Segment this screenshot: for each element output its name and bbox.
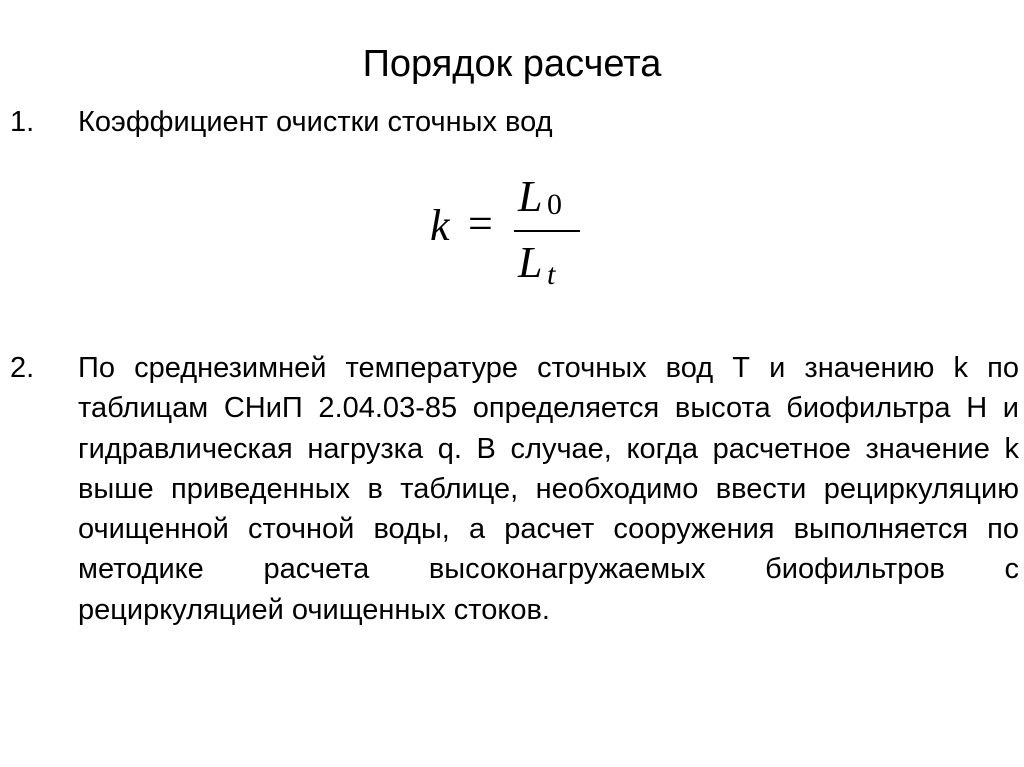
formula-numerator: L <box>518 172 543 221</box>
formula-numerator-subscript: 0 <box>547 188 562 221</box>
formula-denominator: L <box>518 238 543 287</box>
formula-fraction-bar <box>514 230 580 232</box>
formula-lhs: k <box>430 201 450 250</box>
list-item-text: Коэффициент очистки сточных вод <box>78 106 553 138</box>
coefficient-formula <box>430 170 580 290</box>
list-item-number: 2. <box>10 352 35 384</box>
formula-denominator-subscript: t <box>547 258 556 291</box>
formula-equals: = <box>468 199 493 248</box>
slide-title: Порядок расчета <box>362 43 662 85</box>
list-item-number: 1. <box>10 106 35 138</box>
list-item-text: По среднезимней температуре сточных вод Т и значению k по таблицам СНиП 2.04.03-85 определяется высота биофильтра Н и гидравлическая нагрузка q. В случае, когда расчетное значение k выше приведенных в таблице, необходимо ввести рециркуляцию очищенной сточной воды, а расчет сооружения выполняется по методике расчета высоконагружаемых биофильтров с рециркуляцией очищенных стоков. <box>78 352 1019 626</box>
